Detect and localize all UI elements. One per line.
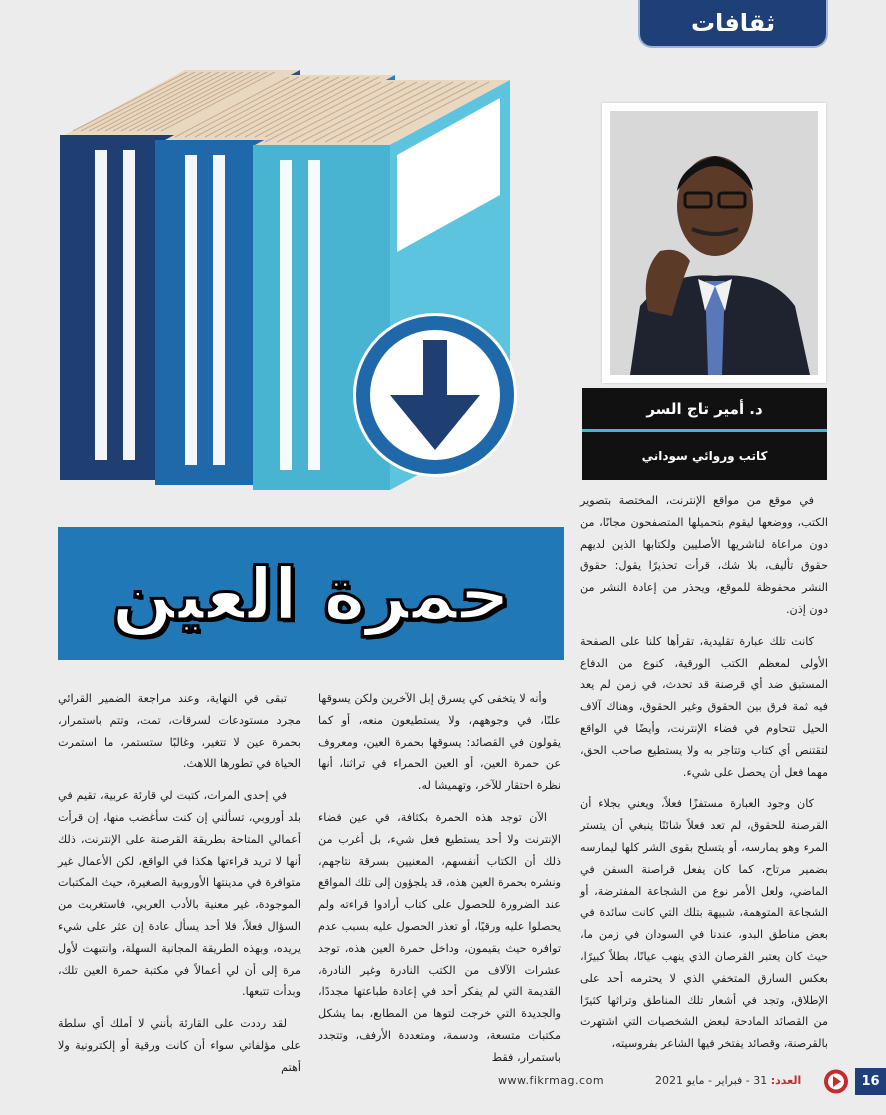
section-label: ثقافات [690, 9, 776, 37]
website-link[interactable]: www.fikrmag.com [498, 1074, 605, 1087]
paragraph: كانت تلك عبارة تقليدية، تقرأها كلنا على الصفحة الأولى لمعظم الكتب الورقية، كنوع من الدفاع المستبق ضد أي قرصنة قد تحدث، في زمن لم يعد فيه ثمة فرق بين الحقوق وغير الحقوق، وهناك آلاف الحيل تتحاوم في فضاء الإنترنت، وأيضًا في الواقع لتقتنص أي كتاب وتتاجر به ولا يستطيع صاحب الحق، مهما فعل أن يحصل على شيء. [580, 634, 828, 779]
author-name: د. أمير تاج السر [582, 388, 827, 432]
author-photo-frame [602, 103, 826, 383]
paragraph: الآن توجد هذه الحمرة بكثافة، في عين فضاء الإنترنت ولا أحد يستطيع فعل شيء، بل أغرب من ذلك أن الكتاب أنفسهم، المعنيين بسرقة نتاجهم، ونشره بحمرة العين هذه، قد يلجؤون إلى تلك المواقع عند الضرورة للحصول على كتاب أرادوا قراءته ولم يحصلوا عليه ورقيًا، أو تعذر الحصول عليه بسبب عدم توافره حيث يقيمون، وداخل حمرة العين هذه، توجد عشرات الآلاف من الكتب النادرة وغير النادرة، القديمة التي لم يفكر أحد في إعادة طباعتها مجددًا، والجديدة التي خرجت لتوها من المطابع، بما يشكل مكتبات متسعة، ودسمة، ومتعددة الأرفف، وتتجدد باستمرار، فقط [318, 810, 561, 1064]
paragraph: كان وجود العبارة مستفزًا فعلاً، ويعني بجلاء أن القرصنة للحقوق، لم تعد فعلاً شائنًا ينبغي أن يتستر المرء وهو يمارسه، أو يتسلح بقوى الشر كلها ليمارسه بضمير مرتاح، كما كان يفعل قراصنة السفن في الماضي، ولعل الأمر نوع من الشجاعة المفترضة، أو الشجاعة المتوهمة، شبيهة بتلك التي كانت سائدة في بعض مناطق البدو، عندنا في السودان في زمن ما، حيث كان يعتبر القرصان الذي ينهب عيانًا، بطلاً كبيرًا، بعكس السارق المتخفي الذي لا يحترمه أحد على الإطلاق، وتجد في أشعار تلك المناطق وتراثها كثيرًا من القصائد المادحة لبعض الشخصيات التي اشتهرت بالقرصنة، وقصائد يفتخر فيها الشاعر بفروسيته، [580, 797, 828, 1051]
article-title: حمرة العين [111, 551, 511, 636]
author-photo [610, 111, 818, 375]
author-box [582, 388, 827, 480]
issue-prefix: العدد: [770, 1074, 802, 1087]
download-icon [353, 313, 517, 477]
paragraph: لقد رددت على القارئة بأنني لا أملك أي سلطة على مؤلفاتي سواء أن كانت ورقية أو إلكترونية ولا أهتم [58, 1017, 301, 1074]
section-tab [638, 0, 828, 48]
paragraph: تبقى في النهاية، وعند مراجعة الضمير القرائي مجرد مستودعات لسرقات، تمت، وتتم باستمرار، بحمرة عين لا تتغير، وغالبًا ستستمر، ما استمرت الحياة في تطورها اللاهث. [58, 692, 301, 771]
books-download-illustration [55, 40, 575, 500]
article-title-box [58, 527, 564, 660]
issue-info [655, 1074, 801, 1087]
paragraph: في إحدى المرات، كتبت لي قارئة عربية، تقيم في بلد أوروبي، تسألني إن كنت سأغضب منها، إن قرأت أعمالي المتاحة بطريقة القرصنة على الإنترنت، ذلك أنها لا تريد قراءتها هكذا في الواقع، لكن الأعمال غير متوافرة في مدينتها الأوروبية الصغيرة، حيث المكتبات الموجودة، غير معنية بالأدب العربي، فاستغربت من السؤال فعلاً، فلا أحد يسأل عادة إن عثر على شيء يريده، وبهذه الطريقة المجانية السهلة، وانتبهت لأول مرة إلى أن لي أعمالاً في مكتبة حمرة العين تلك، وبدأت تتبعها. [58, 789, 301, 999]
paragraph: وأنه لا يتخفى كي يسرق إبل الآخرين ولكن يسوقها علنًا، في وجوههم، ولا يستطيعون منعه، أو كما يقولون في القصائد: يسوقها بحمرة العين، ومعروف عن حمرة العين، أو العين الحمراء في تراثنا، أنها نظرة احتقار للآخر، وتهميشا له. [318, 692, 561, 793]
page-number: 16 [855, 1068, 886, 1095]
author-role: كاتب وروائي سوداني [641, 449, 768, 463]
issue-text: 31 - فبراير - مايو 2021 [655, 1074, 768, 1087]
paragraph: في موقع من مواقع الإنترنت، المختصة بتصوير الكتب، ووضعها ليقوم بتحميلها المتصفحون مجانًا، من دون مراعاة لناشريها الأصليين ولكتابها الذين لديهم حقوق تأليف، بلا شك، قرأت تحذيرًا يقول: حقوق النشر محفوظة للموقع، ويحذر من إعادة النشر من دون إذن. [580, 494, 828, 616]
article-column-3 [58, 688, 301, 1089]
magazine-logo-icon [822, 1068, 850, 1095]
article-column-2 [318, 688, 561, 1079]
article-column-1 [580, 490, 828, 1065]
